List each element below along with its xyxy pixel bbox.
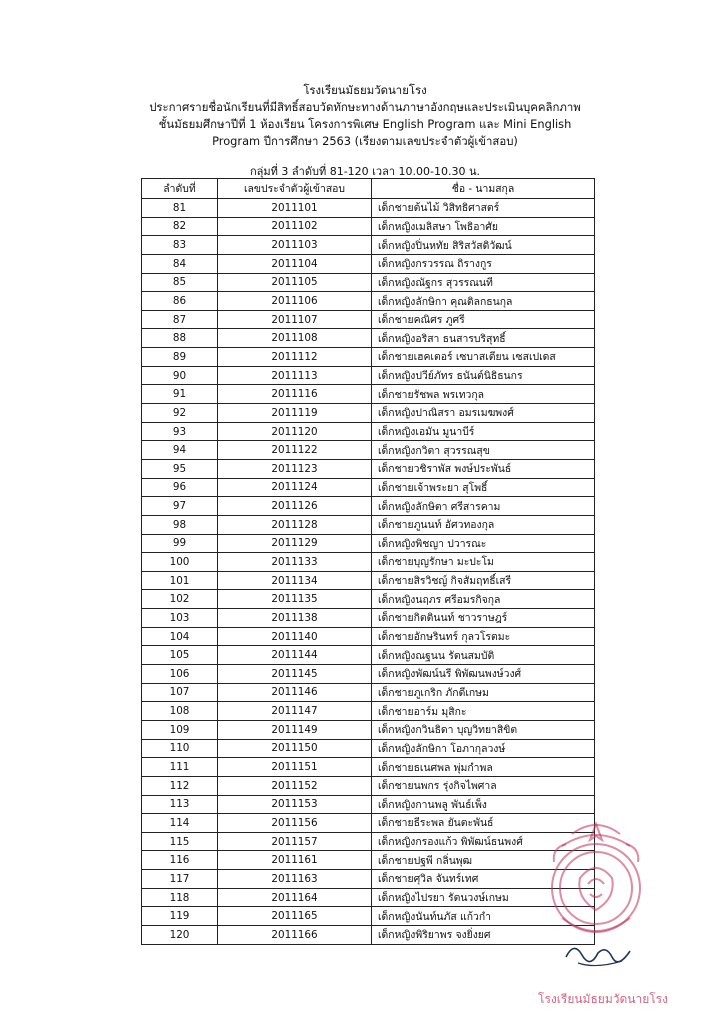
cell-full-name: เด็กชายอักษรินทร์ กุลวโรตมะ (372, 627, 595, 646)
table-row (142, 385, 595, 404)
cell-order: 83 (142, 236, 218, 255)
cell-full-name: เด็กหญิงลักษิกา โอภากุลวงษ์ (372, 739, 595, 758)
cell-full-name: เด็กชายปฐพี กลิ่นพุฒ (372, 851, 595, 870)
cell-full-name: เด็กหญิงปาณิสรา อมรเมฆพงศ์ (372, 404, 595, 423)
cell-exam-id: 2011157 (218, 832, 372, 851)
cell-full-name: เด็กหญิงลักษิกา คุณติลกธนกุล (372, 292, 595, 311)
table-row (142, 441, 595, 460)
cell-exam-id: 2011126 (218, 497, 372, 516)
cell-exam-id: 2011163 (218, 870, 372, 889)
cell-order: 103 (142, 609, 218, 628)
cell-order: 82 (142, 217, 218, 236)
table-row (142, 646, 595, 665)
cell-full-name: เด็กหญิงเมลิสษา โพธิอาศัย (372, 217, 595, 236)
header-full-name: ชื่อ - นามสกุล (372, 179, 595, 199)
table-row (142, 870, 595, 889)
cell-order: 102 (142, 590, 218, 609)
cell-exam-id: 2011123 (218, 459, 372, 478)
cell-exam-id: 2011138 (218, 609, 372, 628)
cell-full-name: เด็กชายอาร์ม มุสิกะ (372, 702, 595, 721)
table-row (142, 254, 595, 273)
cell-order: 120 (142, 925, 218, 944)
cell-order: 93 (142, 422, 218, 441)
cell-exam-id: 2011133 (218, 553, 372, 572)
table-row (142, 366, 595, 385)
cell-exam-id: 2011120 (218, 422, 372, 441)
table-row (142, 534, 595, 553)
table-row (142, 553, 595, 572)
cell-order: 104 (142, 627, 218, 646)
announcement-title: ประกาศรายชื่อนักเรียนที่มีสิทธิ์สอบวัดทักษะทางด้านภาษาอังกฤษและประเมินบุคคลิกภาพ (149, 100, 581, 114)
cell-full-name: เด็กชายสิรวิชญ์ กิจสัมฤทธิ์เสรี (372, 571, 595, 590)
cell-order: 114 (142, 814, 218, 833)
cell-order: 89 (142, 348, 218, 367)
cell-full-name: เด็กชายคณิศร ภูศรี (372, 310, 595, 329)
table-row (142, 217, 595, 236)
cell-order: 97 (142, 497, 218, 516)
cell-order: 86 (142, 292, 218, 311)
cell-exam-id: 2011122 (218, 441, 372, 460)
table-row (142, 422, 595, 441)
cell-exam-id: 2011145 (218, 665, 372, 684)
cell-full-name: เด็กหญิงลักษิตา ศรีสารคาม (372, 497, 595, 516)
cell-exam-id: 2011108 (218, 329, 372, 348)
cell-full-name: เด็กหญิงกรวรรณ ถิรางกูร (372, 254, 595, 273)
cell-exam-id: 2011147 (218, 702, 372, 721)
table-row (142, 702, 595, 721)
table-row (142, 795, 595, 814)
cell-full-name: เด็กชายนพกร รุ่งกิจไพศาล (372, 776, 595, 795)
cell-order: 115 (142, 832, 218, 851)
table-row (142, 273, 595, 292)
cell-full-name: เด็กหญิงพิชญา ปวารณะ (372, 534, 595, 553)
cell-order: 116 (142, 851, 218, 870)
cell-exam-id: 2011102 (218, 217, 372, 236)
cell-full-name: เด็กหญิงณัฐกร สุวรรณนที (372, 273, 595, 292)
table-row (142, 329, 595, 348)
cell-exam-id: 2011166 (218, 925, 372, 944)
cell-exam-id: 2011150 (218, 739, 372, 758)
cell-exam-id: 2011101 (218, 199, 372, 218)
cell-exam-id: 2011105 (218, 273, 372, 292)
cell-exam-id: 2011149 (218, 720, 372, 739)
table-row (142, 478, 595, 497)
cell-exam-id: 2011134 (218, 571, 372, 590)
table-row (142, 571, 595, 590)
announcement-title-line-3: Program ปีการศึกษา 2563 (เรียงตามเลขประจำตัวผู้เข้าสอบ) (212, 134, 518, 148)
header-exam-id: เลขประจำตัวผู้เข้าสอบ (218, 179, 372, 199)
cell-exam-id: 2011128 (218, 515, 372, 534)
cell-order: 105 (142, 646, 218, 665)
cell-exam-id: 2011135 (218, 590, 372, 609)
cell-full-name: เด็กหญิงปิ่นหทัย สิริสวัสดิวัฒน์ (372, 236, 595, 255)
cell-full-name: เด็กชายธเนศพล พุ่มกำพล (372, 758, 595, 777)
cell-exam-id: 2011106 (218, 292, 372, 311)
cell-full-name: เด็กหญิงณฐนน รัตนสมบัติ (372, 646, 595, 665)
cell-exam-id: 2011103 (218, 236, 372, 255)
cell-full-name: เด็กหญิงกานพลู พันธ์เพ็ง (372, 795, 595, 814)
table-row (142, 814, 595, 833)
school-name: โรงเรียนมัธยมวัดนายโรง (303, 83, 427, 97)
cell-order: 87 (142, 310, 218, 329)
document-header (130, 82, 600, 150)
cell-full-name: เด็กชายศุวิล จันทร์เทศ (372, 870, 595, 889)
table-row (142, 720, 595, 739)
table-row (142, 776, 595, 795)
cell-exam-id: 2011119 (218, 404, 372, 423)
cell-full-name: เด็กชายกิตตินนท์ ชาวราษฎร์ (372, 609, 595, 628)
table-row (142, 739, 595, 758)
table-row (142, 404, 595, 423)
cell-order: 81 (142, 199, 218, 218)
table-row (142, 292, 595, 311)
school-seal-stamp (532, 818, 660, 946)
cell-order: 113 (142, 795, 218, 814)
table-header-row (142, 179, 595, 199)
cell-full-name: เด็กหญิงอริสา ธนสารบริสุทธิ์ (372, 329, 595, 348)
cell-order: 100 (142, 553, 218, 572)
table-row (142, 888, 595, 907)
cell-exam-id: 2011107 (218, 310, 372, 329)
table-row (142, 236, 595, 255)
cell-order: 94 (142, 441, 218, 460)
table-row (142, 627, 595, 646)
cell-exam-id: 2011104 (218, 254, 372, 273)
cell-exam-id: 2011113 (218, 366, 372, 385)
cell-order: 108 (142, 702, 218, 721)
cell-exam-id: 2011124 (218, 478, 372, 497)
cell-order: 107 (142, 683, 218, 702)
cell-full-name: เด็กหญิงเอมัน มูนาบีร์ (372, 422, 595, 441)
cell-full-name: เด็กชายเฮคเตอร์ เซบาสเตียน เซสเปเดส (372, 348, 595, 367)
cell-exam-id: 2011165 (218, 907, 372, 926)
cell-order: 98 (142, 515, 218, 534)
cell-full-name: เด็กชายบุญรักษา มะปะโม (372, 553, 595, 572)
cell-full-name: เด็กชายภูนนท์ อัศวทองกุล (372, 515, 595, 534)
cell-exam-id: 2011144 (218, 646, 372, 665)
cell-full-name: เด็กชายรัชพล พรเทวกุล (372, 385, 595, 404)
student-roster-table (141, 178, 595, 945)
table-row (142, 832, 595, 851)
cell-order: 96 (142, 478, 218, 497)
cell-full-name: เด็กหญิงไปรยา รัตนวงษ์เกษม (372, 888, 595, 907)
cell-full-name: เด็กชายภูเกริก ภักดีเกษม (372, 683, 595, 702)
cell-order: 118 (142, 888, 218, 907)
signature (560, 935, 640, 975)
cell-exam-id: 2011151 (218, 758, 372, 777)
cell-exam-id: 2011156 (218, 814, 372, 833)
table-row (142, 758, 595, 777)
table-row (142, 609, 595, 628)
cell-full-name: เด็กชายเจ้าพระยา สุโพธิ์ (372, 478, 595, 497)
cell-exam-id: 2011153 (218, 795, 372, 814)
header-order: ลำดับที่ (142, 179, 218, 199)
cell-full-name: เด็กหญิงกวินธิดา บุญวิทยาสิขิต (372, 720, 595, 739)
table-row (142, 925, 595, 944)
cell-full-name: เด็กหญิงนันท์นภัส แก้วกำ (372, 907, 595, 926)
cell-exam-id: 2011116 (218, 385, 372, 404)
cell-order: 92 (142, 404, 218, 423)
cell-order: 106 (142, 665, 218, 684)
table-row (142, 348, 595, 367)
cell-full-name: เด็กหญิงกวิตา สุวรรณสุข (372, 441, 595, 460)
table-row (142, 497, 595, 516)
cell-exam-id: 2011164 (218, 888, 372, 907)
cell-exam-id: 2011146 (218, 683, 372, 702)
cell-order: 109 (142, 720, 218, 739)
cell-order: 110 (142, 739, 218, 758)
announcement-title-line-2: ชั้นมัธยมศึกษาปีที่ 1 ห้องเรียน โครงการพิเศษ English Program และ Mini English (158, 117, 572, 131)
cell-order: 88 (142, 329, 218, 348)
cell-full-name: เด็กหญิงปวีย์ภัทร ธนันต์นิธิธนกร (372, 366, 595, 385)
cell-order: 119 (142, 907, 218, 926)
cell-full-name: เด็กหญิงกรองแก้ว พิพัฒน์ธนพงศ์ (372, 832, 595, 851)
cell-exam-id: 2011152 (218, 776, 372, 795)
cell-exam-id: 2011161 (218, 851, 372, 870)
cell-full-name: เด็กชายต้นไม้ วิสิทธิศาสตร์ (372, 199, 595, 218)
table-row (142, 851, 595, 870)
cell-order: 85 (142, 273, 218, 292)
table-row (142, 907, 595, 926)
cell-order: 117 (142, 870, 218, 889)
cell-full-name: เด็กชายธีระพล ยันตะพันธ์ (372, 814, 595, 833)
cell-full-name: เด็กหญิงพัฒน์นรี พิพัฒนพงษ์วงศ์ (372, 665, 595, 684)
cell-exam-id: 2011140 (218, 627, 372, 646)
cell-order: 112 (142, 776, 218, 795)
table-row (142, 590, 595, 609)
cell-full-name: เด็กชายวชิราพัส พงษ์ประพันธ์ (372, 459, 595, 478)
cell-order: 90 (142, 366, 218, 385)
cell-order: 111 (142, 758, 218, 777)
table-row (142, 515, 595, 534)
cell-order: 84 (142, 254, 218, 273)
cell-full-name: เด็กหญิงนฤภร ศรีอมรกิจกุล (372, 590, 595, 609)
table-row (142, 310, 595, 329)
group-schedule: กลุ่มที่ 3 ลำดับที่ 81-120 เวลา 10.00-10.30 น. (250, 165, 480, 178)
table-row (142, 459, 595, 478)
cell-full-name: เด็กหญิงพิริยาพร จงยิ่งยศ (372, 925, 595, 944)
cell-order: 95 (142, 459, 218, 478)
cell-exam-id: 2011129 (218, 534, 372, 553)
cell-order: 91 (142, 385, 218, 404)
table-row (142, 683, 595, 702)
cell-exam-id: 2011112 (218, 348, 372, 367)
cell-order: 101 (142, 571, 218, 590)
cell-order: 99 (142, 534, 218, 553)
table-row (142, 199, 595, 218)
table-row (142, 665, 595, 684)
seal-school-name: โรงเรียนมัธยมวัดนายโรง (538, 992, 668, 1006)
